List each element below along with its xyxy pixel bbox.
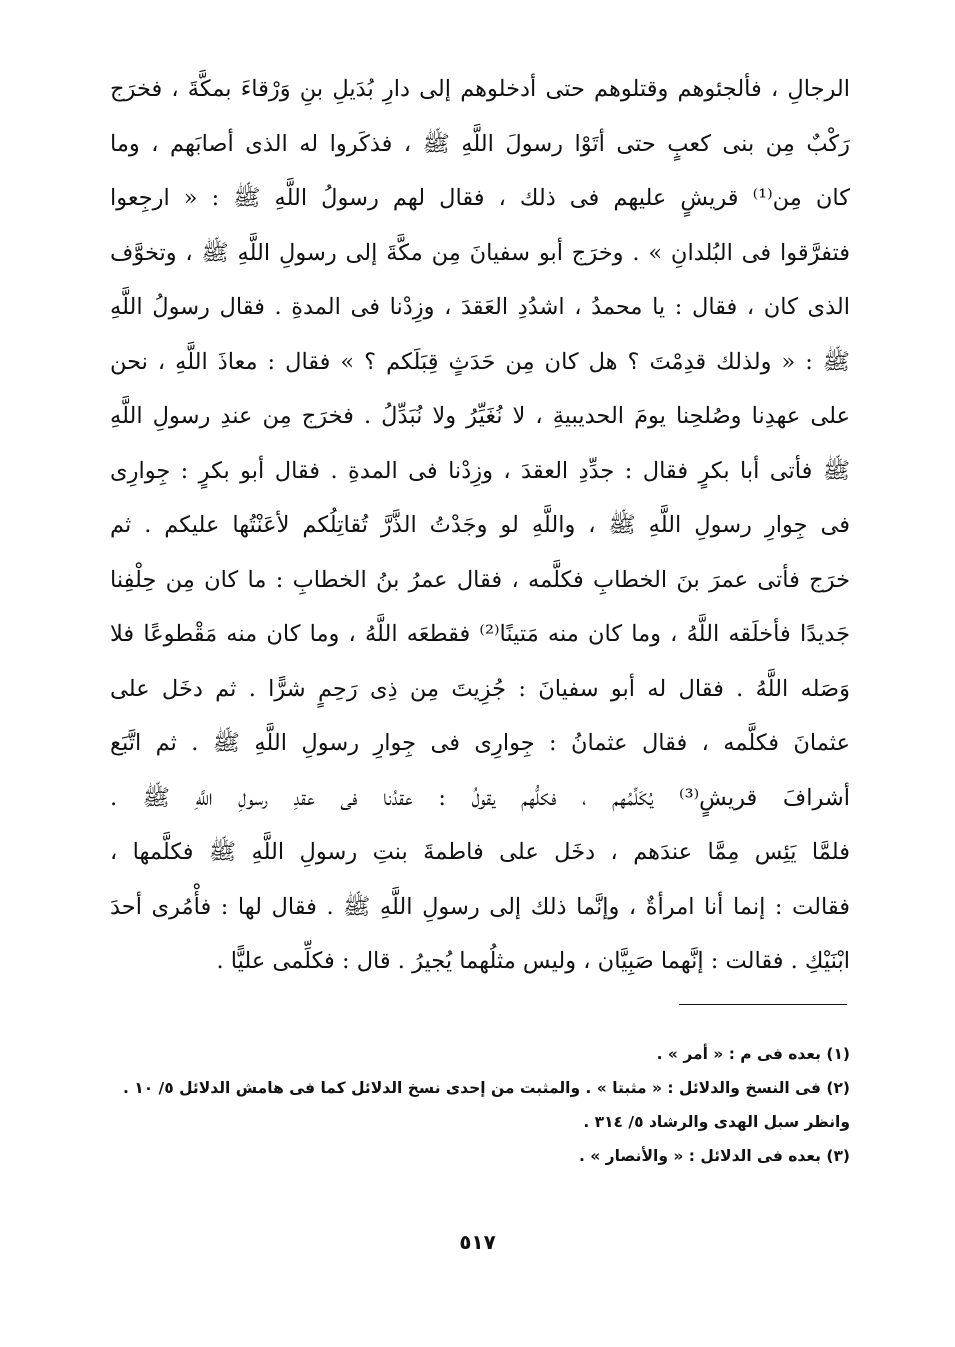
- text-line-6: ﷺ : « ولذلك قدِمْتَ ؟ هل كان مِن حَدَثٍ قِبَلَكم ؟ » فقال : معاذَ اللَّهِ ، نحن: [110, 348, 850, 375]
- footnote-divider: [679, 1004, 847, 1005]
- text-line-17: ابْنَيْكِ . فقالت : إنَّهما صَبِيَّان ، وليس مثلُهما يُجيرُ . قال : فكلِّمى عليًّا .: [216, 948, 850, 974]
- text-line-5: الذى كان ، فقال : يا محمدُ ، اشدُدِ العَقدَ ، وزِدْنا فى المدةِ . فقال رسولُ اللَّهِ: [110, 294, 850, 320]
- footnote-1: (١) بعده فى م : « أمر » .: [656, 1045, 850, 1063]
- text-line-3: كان مِن⁽¹⁾ قريشٍ عليهم فى ذلك ، فقال لهم رسولُ اللَّهِ ﷺ : « ارجِعوا: [110, 185, 850, 211]
- text-line-4: فتفرَّقوا فى البُلدانِ » . وخرَج أبو سفيانَ مِن مكَّةَ إلى رسولِ اللَّهِ ﷺ ، وتخوَّف: [110, 239, 850, 266]
- text-line-9: فى جِوارِ رسولِ اللَّهِ ﷺ ، واللَّهِ لو وجَدْتُ الذَّرَّ تُقاتِلُكم لأعَنْتُها عليكم . ثم: [110, 512, 850, 538]
- text-line-10: خرَج فأتى عمرَ بنَ الخطابِ فكلَّمه ، فقال عمرُ بنُ الخطابِ : ما كان مِن حِلْفِنا: [110, 566, 850, 593]
- footnote-2: (٢) فى النسخ والدلائل : « مثبتا » . والمثبت من إحدى نسخ الدلائل كما فى هامش الدلائل ٥/ ١٠ .: [122, 1079, 850, 1097]
- text-line-16: فقالت : إنما أنا امرأةٌ ، وإنَّما ذلك إلى رسولِ اللَّهِ ﷺ . فقال لها : فأْمُرى أحدَ: [110, 893, 850, 920]
- main-text-block: [110, 62, 850, 989]
- text-line-7: على عهدِنا وصُلحِنا يومَ الحديبيةِ ، لا نُغَيِّرُ ولا نُبَدِّلُ . فخرَج مِن عندِ رسولِ اللَّهِ: [110, 403, 850, 429]
- text-line-11: جَديدًا فأخلَقه اللَّهُ ، وما كان منه مَتينًا⁽²⁾ فقطعَه اللَّهُ ، وما كان منه مَقْطوعًا فلا: [110, 621, 850, 647]
- text-line-15: فلمَّا يَئِس مِمَّا عندَهم ، دخَل على فاطمةَ بنتِ رسولِ اللَّهِ ﷺ فكلَّمها ،: [110, 839, 850, 865]
- text-line-1: الرجالِ ، فألجئوهم وقتلوهم حتى أدخلوهم إلى دارِ بُدَيلِ بنِ وَرْقاءَ بمكَّةَ ، فخرَج: [110, 76, 850, 102]
- text-line-13: عثمانَ فكلَّمه ، فقال عثمانُ : جِوارِى فى جِوارِ رسولِ اللَّهِ ﷺ . ثم اتَّبَع: [110, 730, 850, 756]
- footnote-3: (٣) بعده فى الدلائل : « والأنصار » .: [578, 1147, 850, 1165]
- text-line-12: وَصَله اللَّهُ . فقال له أبو سفيانَ : جُزِيتَ مِن ذِى رَحِمٍ شرًّا . ثم دخَل على: [110, 675, 850, 702]
- text-line-14: أشرافَ قريشٍ⁽³⁾ يُكَلِّمُهم ، فكلُّهم يقولُ : عقدُنا فى عقدِ رسولِ اللَّهِ ﷺ .: [110, 784, 850, 811]
- footnote-2-continuation: وانظر سبل الهدى والرشاد ٥/ ٣١٤ .: [583, 1113, 850, 1131]
- text-line-2: رَكْبٌ مِن بنى كعبٍ حتى أتَوْا رسولَ اللَّهِ ﷺ ، فذكَروا له الذى أصابَهم ، وما: [110, 130, 850, 157]
- text-line-8: ﷺ فأتى أبا بكرٍ فقال : جدِّدِ العقدَ ، وزِدْنا فى المدةِ . فقال أبو بكرٍ : جِوارِى: [110, 457, 850, 484]
- footnotes-block: [110, 1037, 850, 1173]
- page-number: ٥١٧: [459, 1230, 496, 1254]
